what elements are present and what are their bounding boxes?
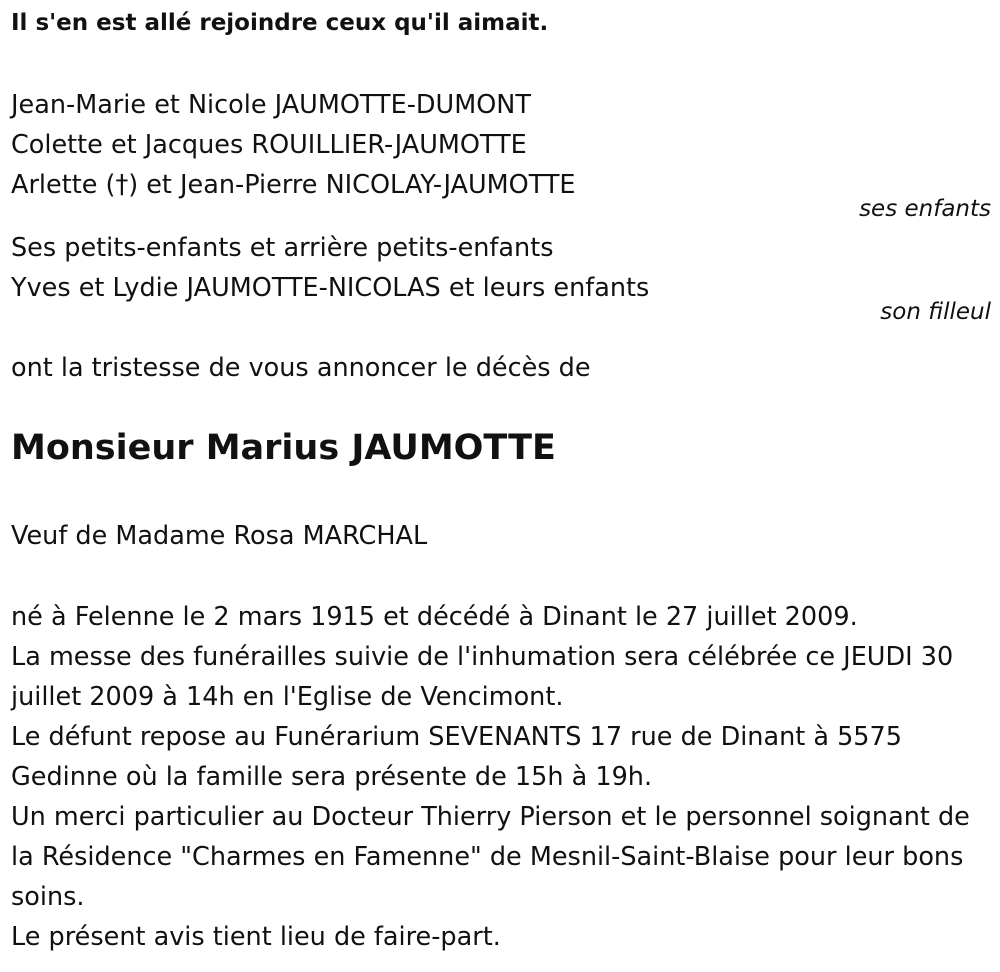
details-block (11, 597, 991, 957)
grandchildren-block (11, 228, 991, 308)
birth-death-line: né à Felenne le 2 mars 1915 et décédé à Dinant le 27 juillet 2009. (11, 602, 858, 632)
grandchildren-line-2: Yves et Lydie JAUMOTTE-NICOLAS et leurs enfants (11, 273, 650, 303)
child-line-2: Colette et Jacques ROUILLIER-JAUMOTTE (11, 130, 527, 160)
announcement-block (11, 348, 991, 388)
announcement-text: ont la tristesse de vous annoncer le décès de (11, 353, 591, 383)
role-ses-enfants: ses enfants (859, 196, 991, 222)
closing-line: Le présent avis tient lieu de faire-part. (11, 922, 501, 952)
children-block (11, 85, 991, 205)
child-line-1: Jean-Marie et Nicole JAUMOTTE-DUMONT (11, 90, 531, 120)
role-son-filleul: son filleul (880, 299, 991, 325)
thanks-line: Un merci particulier au Docteur Thierry Pierson et le personnel soignant de la Résidence "Charmes en Famenne" de Mesnil-Saint-Blaise pour leur bons soins. (11, 802, 970, 912)
grandchildren-line-1: Ses petits-enfants et arrière petits-enfants (11, 233, 554, 263)
epigraph: Il s'en est allé rejoindre ceux qu'il aimait. (11, 10, 549, 36)
deceased-name: Monsieur Marius JAUMOTTE (11, 428, 556, 468)
widower-block (11, 516, 991, 556)
widower-of: Veuf de Madame Rosa MARCHAL (11, 521, 428, 551)
funeral-mass-line: La messe des funérailles suivie de l'inhumation sera célébrée ce JEUDI 30 juillet 2009 à 14h en l'Eglise de Vencimont. (11, 642, 954, 712)
child-line-3: Arlette (†) et Jean-Pierre NICOLAY-JAUMOTTE (11, 170, 576, 200)
funerarium-line: Le défunt repose au Funérarium SEVENANTS 17 rue de Dinant à 5575 Gedinne où la famille sera présente de 15h à 19h. (11, 722, 902, 792)
